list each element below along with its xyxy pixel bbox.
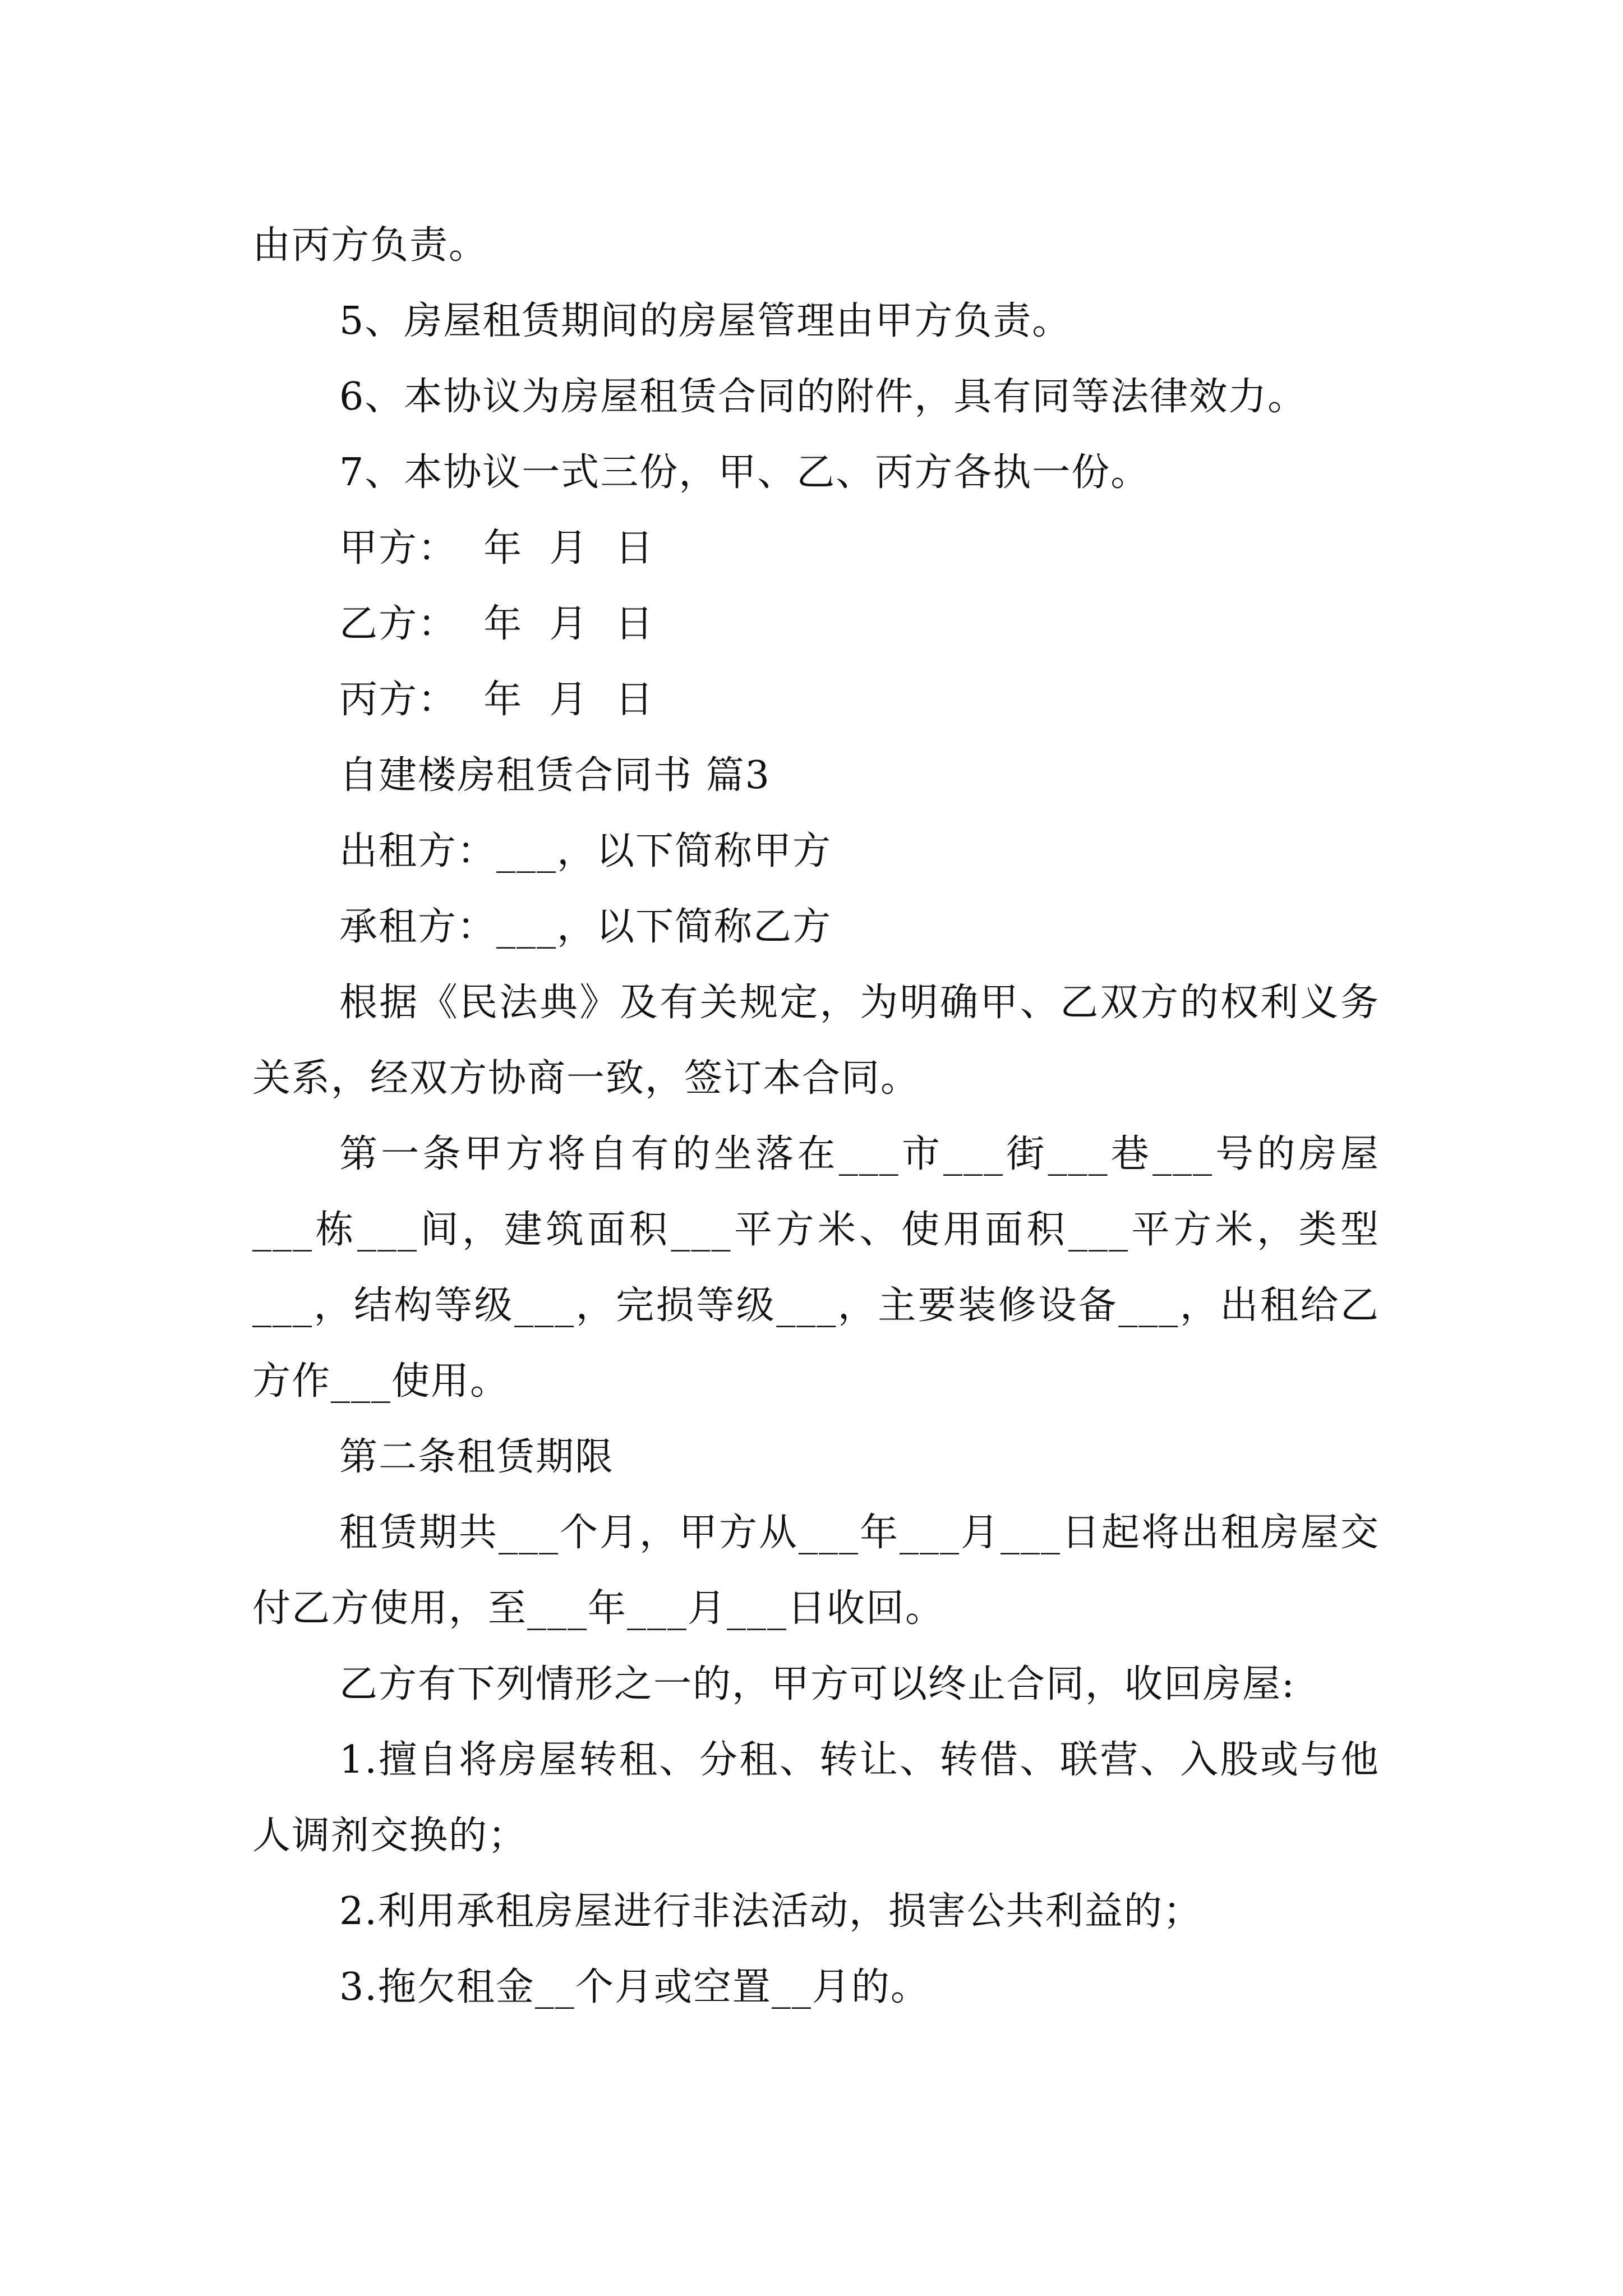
termination-intro: 乙方有下列情形之一的，甲方可以终止合同，收回房屋: [339, 1662, 1295, 1706]
document-body [252, 208, 1380, 2025]
article-1-paragraph: 第一条甲方将自有的坐落在___市___街___巷___号的房屋___栋___间，建筑面积___平方米、使用面积___平方米，类型___，结构等级___，完损等级___，主要装修设备___，出租给乙方作___使用。 [252, 1132, 1380, 1404]
termination-item-1: 1.擅自将房屋转租、分租、转让、转借、联营、入股或与他人调剂交换的； [252, 1738, 1380, 1858]
clause-5: 5、房屋租赁期间的房屋管理由甲方负责。 [339, 299, 1072, 343]
lessee-line: 承租方：___，以下简称乙方 [339, 905, 832, 949]
lease-term-paragraph: 租赁期共___个月，甲方从___年___月___日起将出租房屋交付乙方使用，至___年___月___日收回。 [252, 1511, 1380, 1631]
paragraph-continuation: 由丙方负责。 [252, 223, 488, 268]
signature-party-a: 甲方： 年 月 日 [339, 526, 654, 570]
preamble-paragraph: 根据《民法典》及有关规定，为明确甲、乙双方的权利义务关系，经双方协商一致，签订本合同。 [252, 981, 1380, 1101]
termination-item-3: 3.拖欠租金__个月或空置__月的。 [339, 1965, 930, 2009]
clause-6: 6、本协议为房屋租赁合同的附件，具有同等法律效力。 [339, 375, 1307, 419]
article-2-heading: 第二条租赁期限 [339, 1435, 615, 1479]
signature-party-c: 丙方： 年 月 日 [339, 678, 654, 722]
clause-7: 7、本协议一式三份，甲、乙、丙方各执一份。 [339, 450, 1150, 495]
signature-party-b: 乙方： 年 月 日 [339, 602, 654, 646]
termination-item-2: 2.利用承租房屋进行非法活动，损害公共利益的； [339, 1889, 1202, 1934]
lessor-line: 出租方：___，以下简称甲方 [339, 829, 832, 873]
section-title: 自建楼房租赁合同书 篇3 [339, 753, 771, 798]
